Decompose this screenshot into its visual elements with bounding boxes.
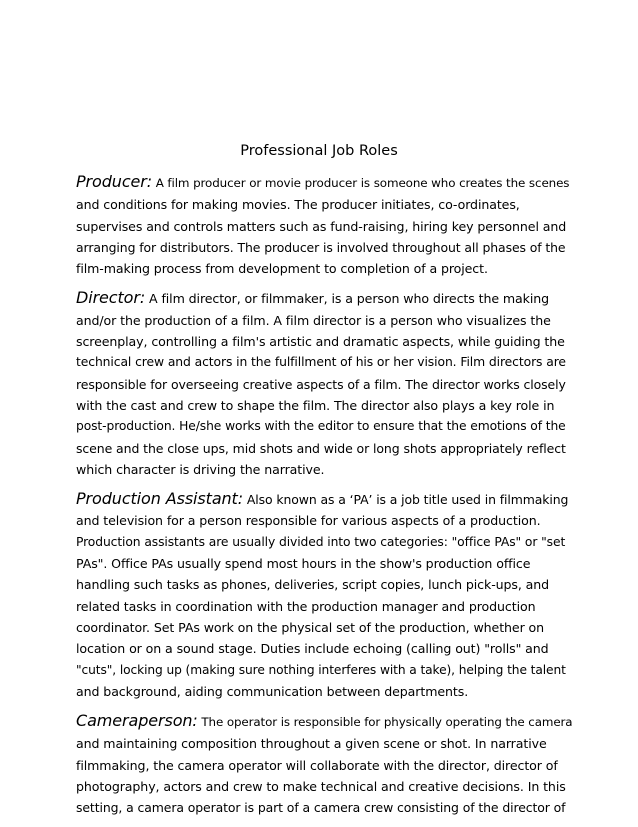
paragraph-line	[76, 660, 566, 681]
paragraph-line	[76, 681, 566, 702]
line-text: photography, actors and crew to make technical and creative decisions. In this	[76, 779, 566, 795]
line-text: and television for a person responsible for various aspects of a production.	[76, 513, 541, 529]
paragraph-line	[76, 416, 566, 437]
paragraph-line	[76, 395, 566, 416]
section-cameraperson	[76, 710, 573, 818]
line-text: related tasks in coordination with the production manager and production	[76, 598, 536, 614]
paragraph-line	[76, 553, 566, 574]
document-title: Professional Job Roles	[240, 143, 398, 159]
section-production-assistant	[76, 488, 569, 702]
paragraph-line	[76, 510, 566, 531]
paragraph-line	[76, 488, 569, 510]
line-text: The operator is responsible for physically operating the camera	[197, 715, 573, 730]
line-text: A film producer or movie producer is someone who creates the scenes	[152, 176, 570, 190]
section-director	[76, 287, 566, 480]
line-text: arranging for distributors. The producer is involved throughout all phases of the	[76, 239, 566, 255]
paragraph-line	[76, 237, 566, 258]
line-text: film-making process from development to completion of a project.	[76, 261, 488, 277]
line-text: PAs". Office PAs usually spend most hours in the show's production office	[76, 556, 531, 572]
line-text: Production assistants are usually divided into two categories: "office PAs" or "set	[76, 534, 566, 549]
paragraph-line	[76, 194, 566, 215]
line-text: and conditions for making movies. The producer initiates, co-ordinates,	[76, 197, 520, 213]
line-text: which character is driving the narrative.	[76, 461, 325, 477]
line-text: responsible for overseeing creative aspects of a film. The director works closely	[76, 376, 566, 392]
line-text: and/or the production of a film. A film director is a person who visualizes the	[76, 312, 551, 328]
line-text: "cuts", locking up (making sure nothing interferes with a take), helping the talent	[76, 662, 566, 677]
paragraph-line	[76, 331, 566, 352]
paragraph-line	[76, 374, 566, 395]
paragraph-line	[76, 310, 566, 331]
paragraph-line	[76, 287, 566, 309]
line-text: setting, a camera operator is part of a camera crew consisting of the director of	[76, 800, 566, 816]
line-text: with the cast and crew to shape the film. The director also plays a key role in	[76, 397, 555, 413]
paragraph-line	[76, 532, 566, 553]
paragraph-line	[76, 438, 566, 459]
paragraph-line	[76, 710, 573, 733]
paragraph-line	[76, 352, 566, 373]
paragraph-line	[76, 776, 566, 797]
line-text: post-production. He/she works with the editor to ensure that the emotions of the	[76, 419, 566, 434]
role-heading: Producer:	[76, 172, 153, 191]
section-producer	[76, 171, 570, 279]
paragraph-line	[76, 797, 566, 818]
paragraph-line	[76, 617, 566, 638]
line-text: Also known as a ‘PA’ is a job title used in filmmaking	[243, 492, 569, 508]
line-text: technical crew and actors in the fulfillment of his or her vision. Film directors are	[76, 355, 566, 370]
line-text: A film director, or filmmaker, is a person who directs the making	[145, 291, 550, 307]
line-text: and maintaining composition throughout a given scene or shot. In narrative	[76, 736, 547, 752]
paragraph-line	[76, 638, 566, 659]
document-body	[76, 171, 573, 827]
role-heading: Director:	[76, 288, 146, 308]
paragraph-line	[76, 459, 566, 480]
role-heading: Production Assistant:	[76, 489, 244, 509]
paragraph-line	[76, 216, 566, 237]
paragraph-line	[76, 171, 570, 194]
line-text: scene and the close ups, mid shots and wide or long shots appropriately reflect	[76, 440, 566, 456]
line-text: and background, aiding communication between departments.	[76, 683, 469, 699]
paragraph-line	[76, 733, 566, 754]
paragraph-line	[76, 596, 566, 617]
line-text: supervises and controls matters such as fund-raising, hiring key personnel and	[76, 218, 567, 234]
line-text: location or on a sound stage. Duties include echoing (calling out) "rolls" and	[76, 641, 549, 657]
paragraph-line	[76, 258, 566, 279]
line-text: coordinator. Set PAs work on the physical set of the production, whether on	[76, 619, 545, 635]
paragraph-line	[76, 755, 566, 776]
line-text: handling such tasks as phones, deliveries, script copies, lunch pick-ups, and	[76, 577, 550, 593]
paragraph-line	[76, 574, 566, 595]
line-text: filmmaking, the camera operator will collaborate with the director, director of	[76, 757, 558, 773]
line-text: screenplay, controlling a film's artistic and dramatic aspects, while guiding the	[76, 334, 565, 350]
role-heading: Cameraperson:	[76, 711, 198, 731]
